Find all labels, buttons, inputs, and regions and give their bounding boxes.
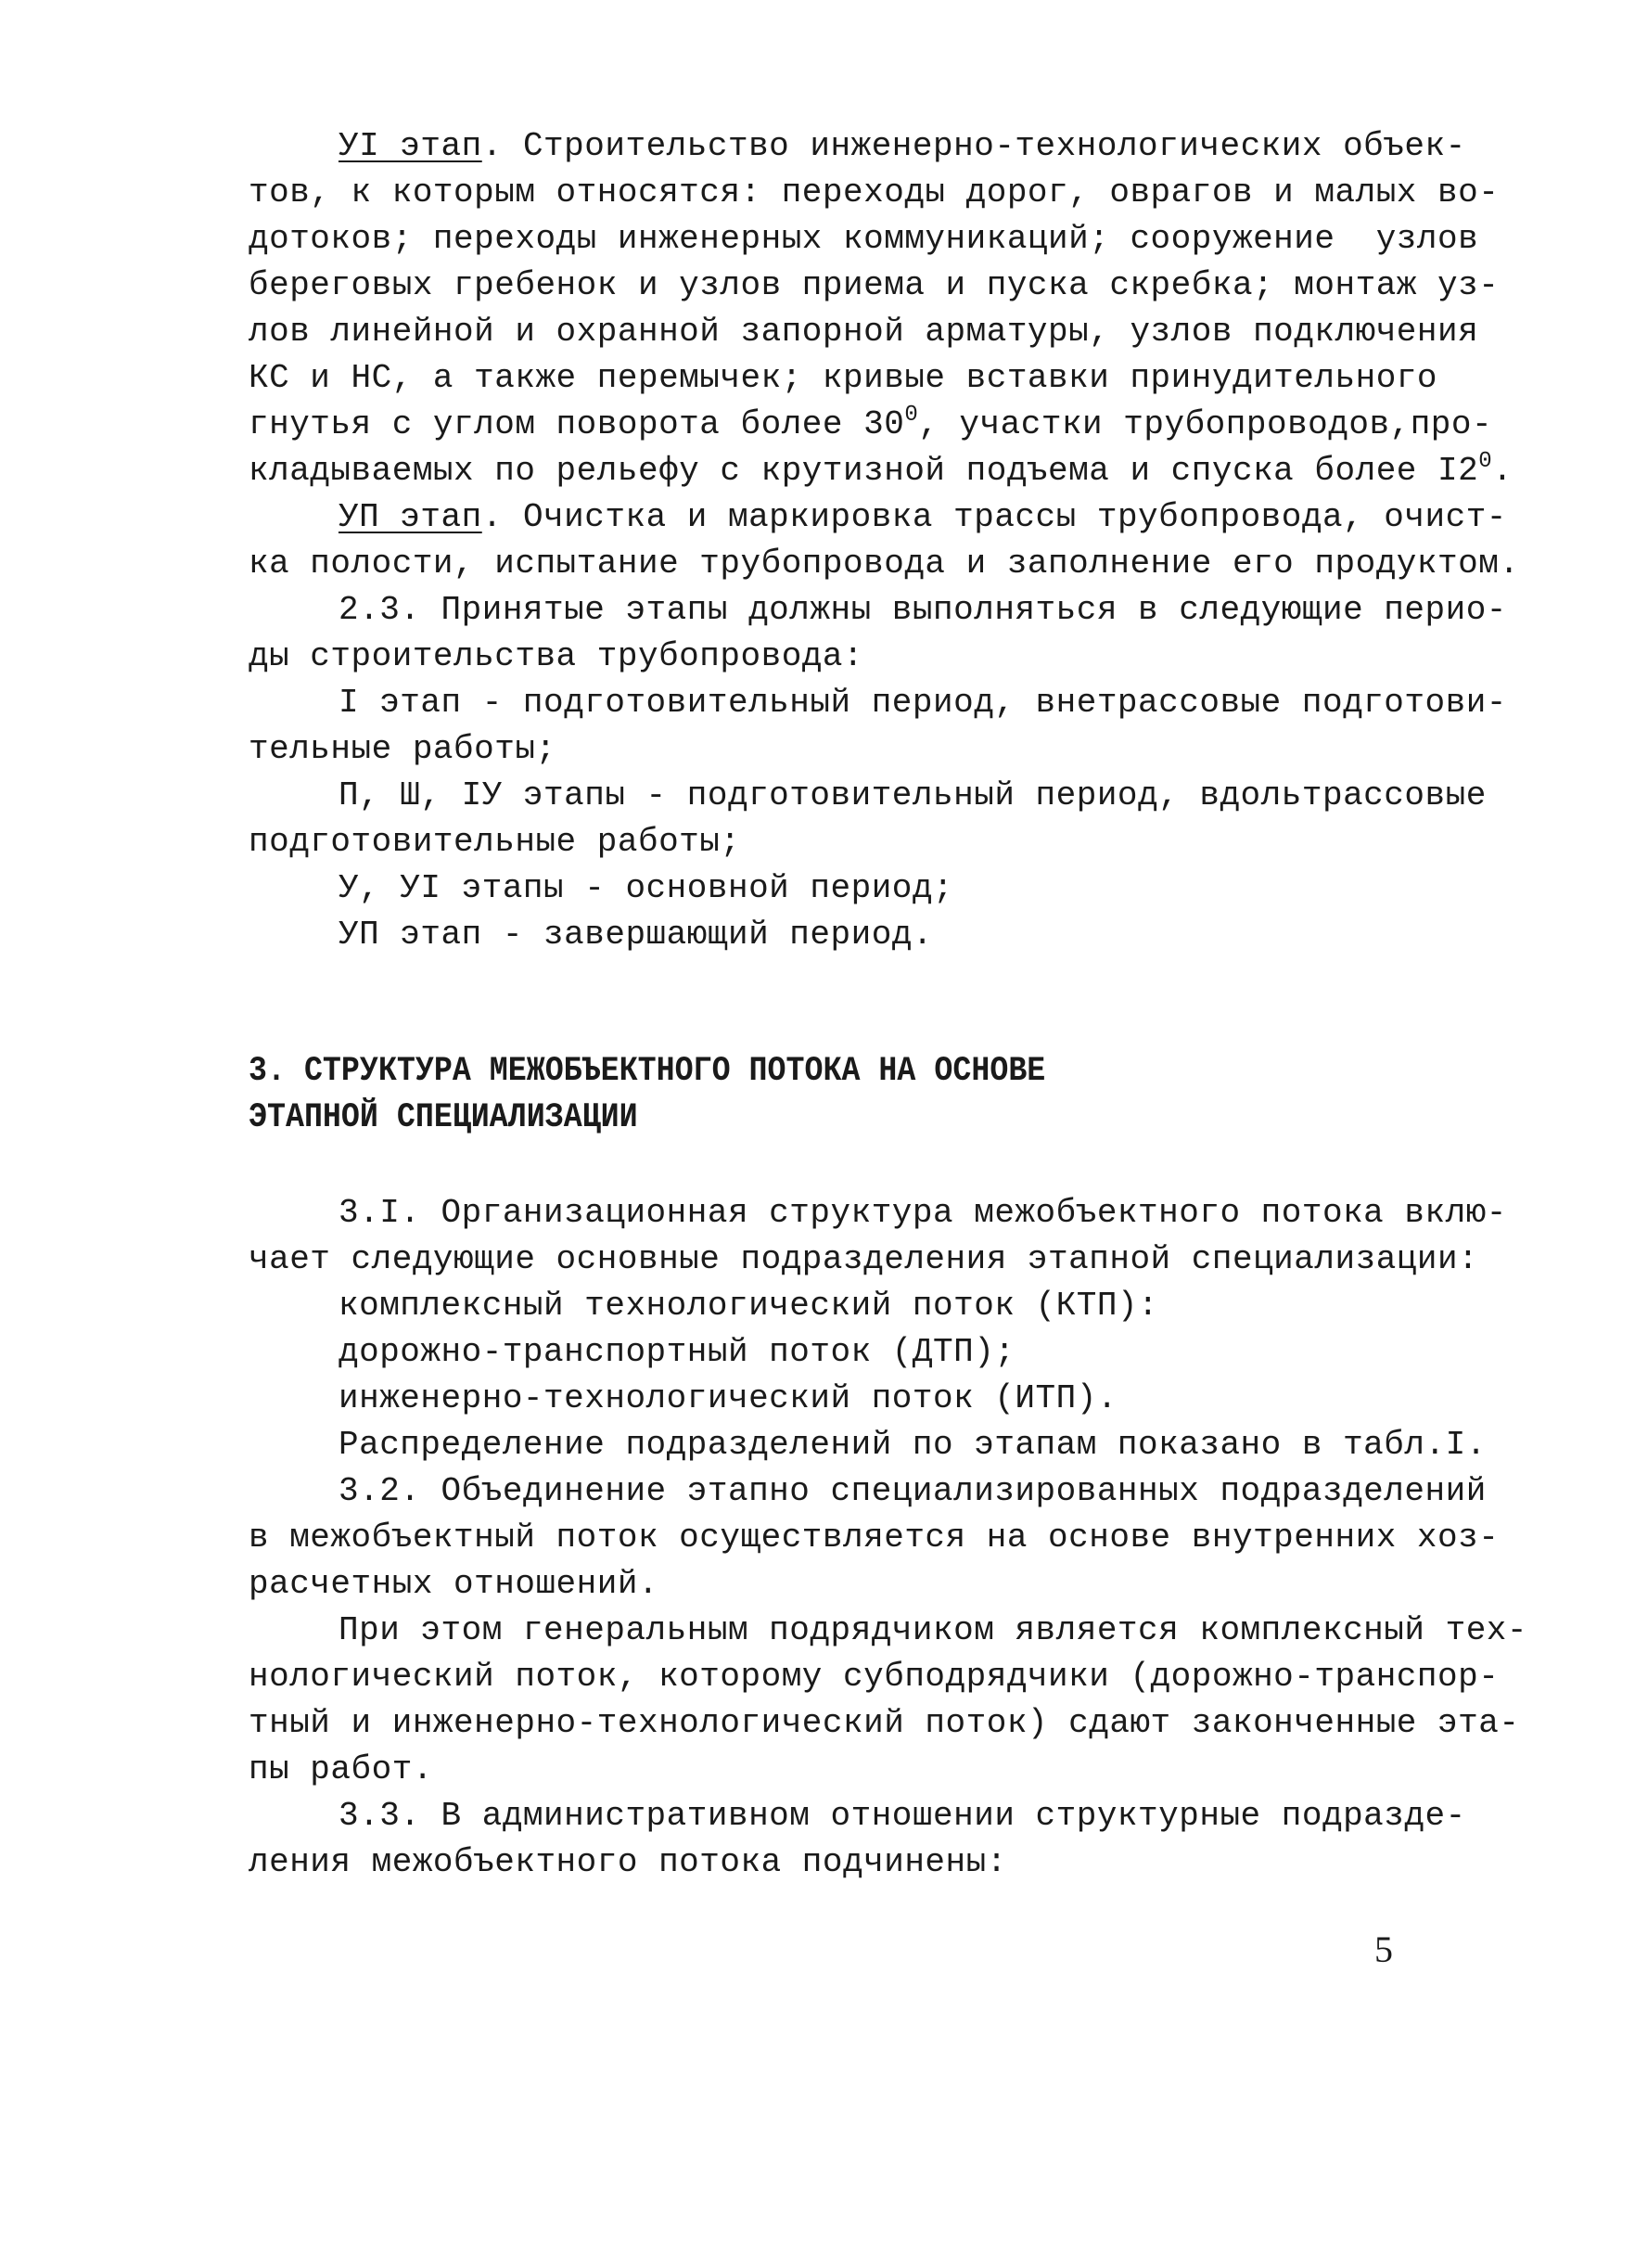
p23-line-7: У, УI этапы - основной период; bbox=[338, 869, 954, 907]
p33-line-2: ления межобъектного потока подчинены: bbox=[249, 1843, 1007, 1881]
p32-line-2: в межобъектный поток осуществляется на основе внутренних хоз- bbox=[249, 1518, 1500, 1557]
stage6-line-8 bbox=[249, 451, 1513, 492]
p32-line-3: расчетных отношений. bbox=[249, 1565, 659, 1603]
p23-line-5: П, Ш, IУ этапы - подготовительный период, вдольтрассовые bbox=[338, 776, 1487, 814]
stage6-line-6: КС и НС, а также перемычек; кривые вставки принудительного bbox=[249, 359, 1438, 397]
p32-line-1: 3.2. Объединение этапно специализированных подразделений bbox=[338, 1472, 1487, 1510]
p23-line-2: ды строительства трубопровода: bbox=[249, 637, 864, 675]
stage6-line-1 bbox=[338, 126, 1466, 167]
p31-line-6: Распределение подразделений по этапам показано в табл.I. bbox=[338, 1426, 1487, 1464]
section-title-line-1: 3. СТРУКТУРА МЕЖОБЪЕКТНОГО ПОТОКА НА ОСНОВЕ bbox=[249, 1052, 1046, 1091]
p31-line-3: комплексный технологический поток (КТП): bbox=[338, 1287, 1159, 1325]
p23-line-8: УП этап - завершающий период. bbox=[338, 916, 934, 954]
stage6-line-8-b: . bbox=[1492, 452, 1514, 490]
stage7-line-1 bbox=[338, 497, 1507, 538]
stage7-line-2: ка полости, испытание трубопровода и заполнение его продуктом. bbox=[249, 545, 1520, 583]
stage6-line-3: дотоков; переходы инженерных коммуникаций; сооружение узлов bbox=[249, 220, 1479, 258]
page-number: 5 bbox=[1374, 1928, 1393, 1970]
p31-line-2: чает следующие основные подразделения этапной специализации: bbox=[249, 1240, 1479, 1278]
p33-line-1: 3.3. В административном отношении структурные подразде- bbox=[338, 1797, 1466, 1835]
p23-line-3: I этап - подготовительный период, внетрассовые подготови- bbox=[338, 684, 1507, 722]
stage6-line-2: тов, к которым относятся: переходы дорог, оврагов и малых во- bbox=[249, 173, 1500, 211]
p31-line-1: 3.I. Организационная структура межобъектного потока вклю- bbox=[338, 1194, 1507, 1232]
stage6-line-4: береговых гребенок и узлов приема и пуска скребка; монтаж уз- bbox=[249, 266, 1500, 304]
p32-line-6: тный и инженерно-технологический поток) сдают законченные эта- bbox=[249, 1704, 1520, 1742]
p32-line-7: пы работ. bbox=[249, 1750, 433, 1788]
degree-sign: 0 bbox=[904, 403, 919, 428]
degree-sign: 0 bbox=[1478, 449, 1493, 474]
stage6-line-5: лов линейной и охранной запорной арматуры, узлов подключения bbox=[249, 313, 1479, 351]
p23-line-6: подготовительные работы; bbox=[249, 823, 741, 861]
stage6-line-7-b: , участки трубопроводов,про- bbox=[918, 405, 1493, 443]
stage6-line-7 bbox=[249, 404, 1492, 445]
stage6-line-7-a: гнутья с углом поворота более 30 bbox=[249, 405, 905, 443]
p32-line-5: нологический поток, которому субподрядчики (дорожно-транспор- bbox=[249, 1658, 1500, 1696]
stage6-text: . Строительство инженерно-технологических объек- bbox=[481, 127, 1466, 165]
p31-line-5: инженерно-технологический поток (ИТП). bbox=[338, 1379, 1118, 1417]
stage7-text: . Очистка и маркировка трассы трубопровода, очист- bbox=[481, 498, 1507, 536]
stage7-label: УП этап bbox=[338, 498, 482, 536]
stage6-label: УI этап bbox=[338, 127, 482, 165]
p23-line-4: тельные работы; bbox=[249, 730, 556, 768]
section-title-line-2: ЭТАПНОЙ СПЕЦИАЛИЗАЦИИ bbox=[249, 1098, 638, 1137]
p31-line-4: дорожно-транспортный поток (ДТП); bbox=[338, 1333, 1015, 1371]
p23-line-1: 2.3. Принятые этапы должны выполняться в следующие перио- bbox=[338, 591, 1507, 629]
p32-line-4: При этом генеральным подрядчиком является комплексный тех- bbox=[338, 1611, 1528, 1649]
stage6-line-8-a: кладываемых по рельефу с крутизной подъема и спуска более I2 bbox=[249, 452, 1479, 490]
